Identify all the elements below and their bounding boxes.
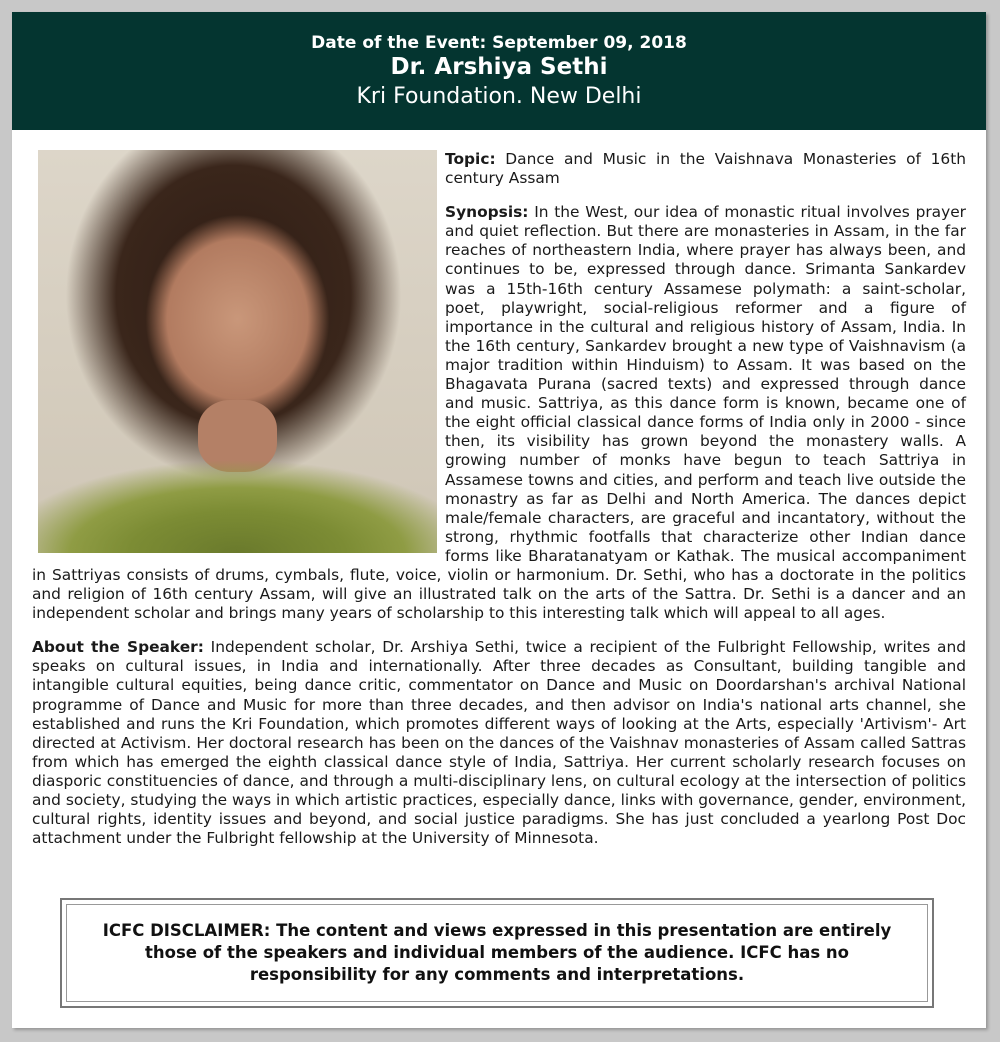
disclaimer-box: [60, 898, 934, 1008]
speaker-name: Dr. Arshiya Sethi: [390, 54, 608, 80]
speaker-organization: Kri Foundation. New Delhi: [356, 84, 642, 109]
about-speaker-paragraph: [32, 638, 966, 848]
synopsis-text: In the West, our idea of monastic ritual involves prayer and quiet reflection. But there are monasteries in Assam, in the far reaches of northeastern India, where prayer has always been, and continues to be, expressed through dance. Srimanta Sankardev was a 15th-16th century Assamese polymath: a saint-scholar, poet, playwright, social-religious reformer and a figure of importance in the cultural and religious history of Assam, India. In the 16th century, Sankardev brought a new type of Vaishnavism (a major tradition within Hinduism) to Assam. It was based on the Bhagavata Purana (sacred texts) and expressed through dance and music. Sattriya, as this dance form is known, became one of the eight official classical dance forms of India only in 2000 - since then, its visibility has grown beyond the monastery walls. A growing number of monks have begun to teach Sattriya in Assamese towns and cities, and perform and teach live outside the monastry as far as Delhi and North America. The dances depict male/female characters, are graceful and incantatory, without the strong, rhythmic footfalls that characterize other Indian dance forms like Bharatanatyam or Kathak. The musical accompaniment in Sattriyas consists of drums, cymbals, flute, voice, violin or harmonium. Dr. Sethi, who has a doctorate in the politics and religion of 16th century Assam, will give an illustrated talk on the arts of the Sattra. Dr. Sethi is a dancer and an independent scholar and brings many years of scholarship to this interesting talk which will appeal to all ages.: [32, 203, 966, 623]
event-date: Date of the Event: September 09, 2018: [311, 33, 687, 53]
event-flyer: [12, 12, 986, 1028]
event-header: [12, 12, 986, 130]
about-speaker-text: Independent scholar, Dr. Arshiya Sethi, twice a recipient of the Fulbright Fellowship, writes and speaks on cultural issues, in India and internationally. After three decades as Consultant, building tangible and intangible cultural equities, being dance critic, commentator on Dance and Music on Doordarshan's archival National programme of Dance and Music for more than three decades, and then advisor on India's national arts channel, she established and runs the Kri Foundation, which promotes different ways of looking at the Arts, especially 'Artivism'- Art directed at Activism. Her doctoral research has been on the dances of the Vaishnav monasteries of Assam called Sattras from which has emerged the eighth classical dance style of India, Sattriya. Her current scholarly research focuses on diasporic constituencies of dance, and through a multi-disciplinary lens, on cultural ecology at the intersection of politics and society, studying the ways in which artistic practices, especially dance, links with governance, gender, environment, cultural rights, identity issues and beyond, and social justice paradigms. She has just concluded a yearlong Post Doc attachment under the Fulbright fellowship at the University of Minnesota.: [32, 638, 966, 848]
photo-scarf-shape: [38, 384, 437, 553]
topic-text: Dance and Music in the Vaishnava Monasteries of 16th century Assam: [445, 150, 966, 188]
about-speaker-label: About the Speaker:: [32, 638, 204, 657]
topic-label: Topic:: [445, 150, 496, 168]
disclaimer-text: ICFC DISCLAIMER: The content and views expressed in this presentation are entirely those of the speakers and individual members of the audience. ICFC has no responsibility for any comments and interpretations.: [66, 904, 928, 1002]
synopsis-label: Synopsis:: [445, 203, 529, 222]
speaker-photo: [38, 150, 437, 553]
event-description: [32, 150, 966, 863]
